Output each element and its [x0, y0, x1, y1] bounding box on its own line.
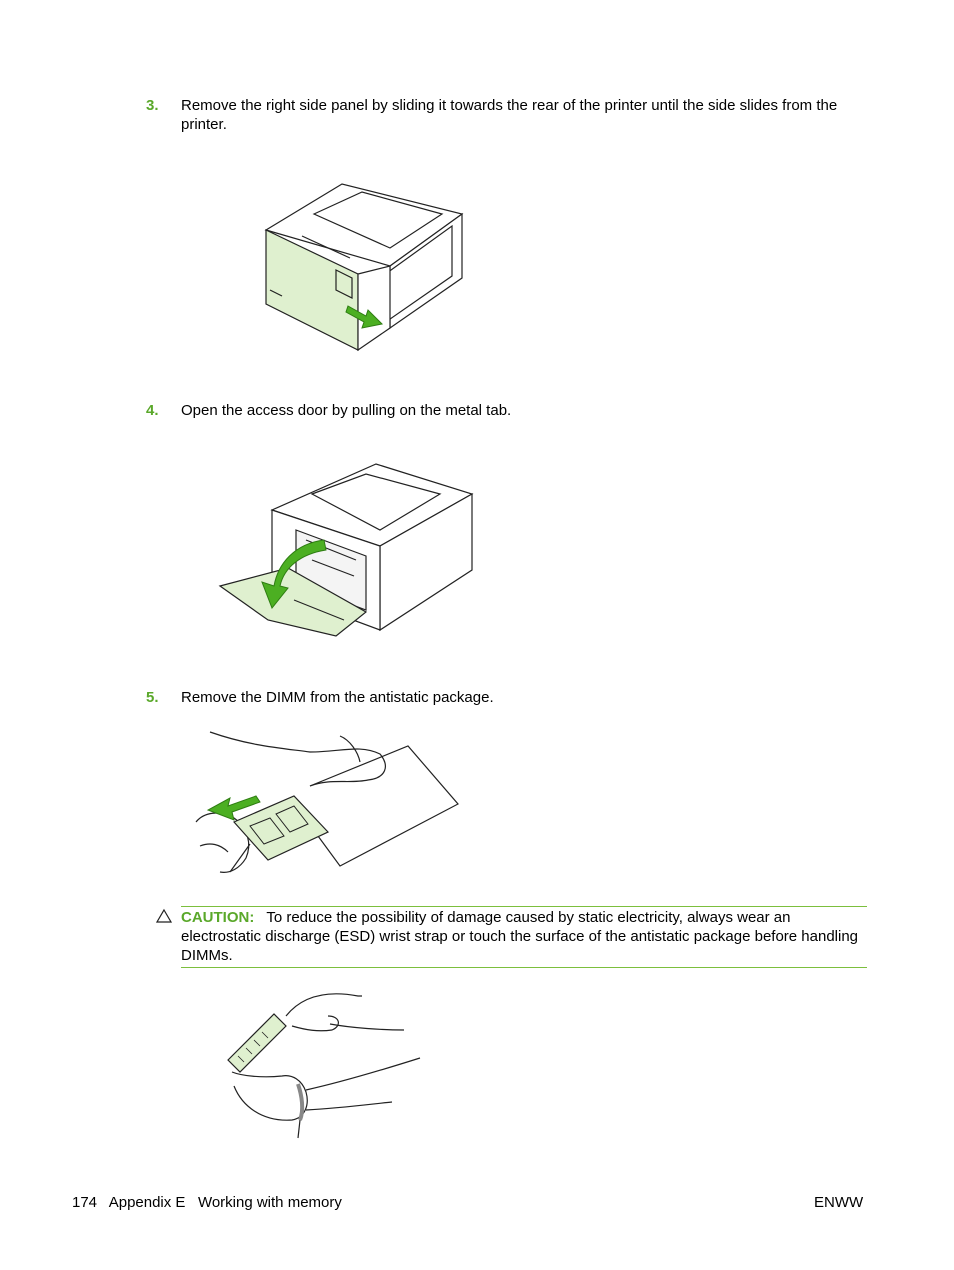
dimm-removal-illustration [190, 726, 465, 876]
step-text: Open the access door by pulling on the metal tab. [181, 402, 512, 419]
step-text: Remove the DIMM from the antistatic package. [181, 689, 494, 706]
caution-triangle-icon [156, 908, 172, 924]
caution-label: CAUTION: [181, 909, 255, 926]
step-number: 4. [146, 402, 159, 419]
footer-left [72, 1193, 342, 1212]
page-number: 174 [72, 1194, 98, 1211]
footer-right [814, 1193, 863, 1212]
footer-doc-code: ENWW [814, 1194, 864, 1211]
caution-text: To reduce the possibility of damage caused by static electricity, always wear an electrostatic discharge (ESD) wrist strap or touch the surface of the antistatic package before handling DIMMs. [181, 909, 859, 964]
esd-wrist-strap-illustration [222, 986, 427, 1146]
printer-side-panel-illustration [262, 178, 472, 353]
footer-section: Appendix E Working with memory [108, 1194, 342, 1211]
step-number: 5. [146, 689, 159, 706]
printer-access-door-illustration [216, 460, 478, 640]
step-text: Remove the right side panel by sliding it towards the rear of the printer until the side slides from the printer. [181, 97, 838, 133]
caution-note [181, 906, 867, 968]
step-number: 3. [146, 97, 159, 114]
